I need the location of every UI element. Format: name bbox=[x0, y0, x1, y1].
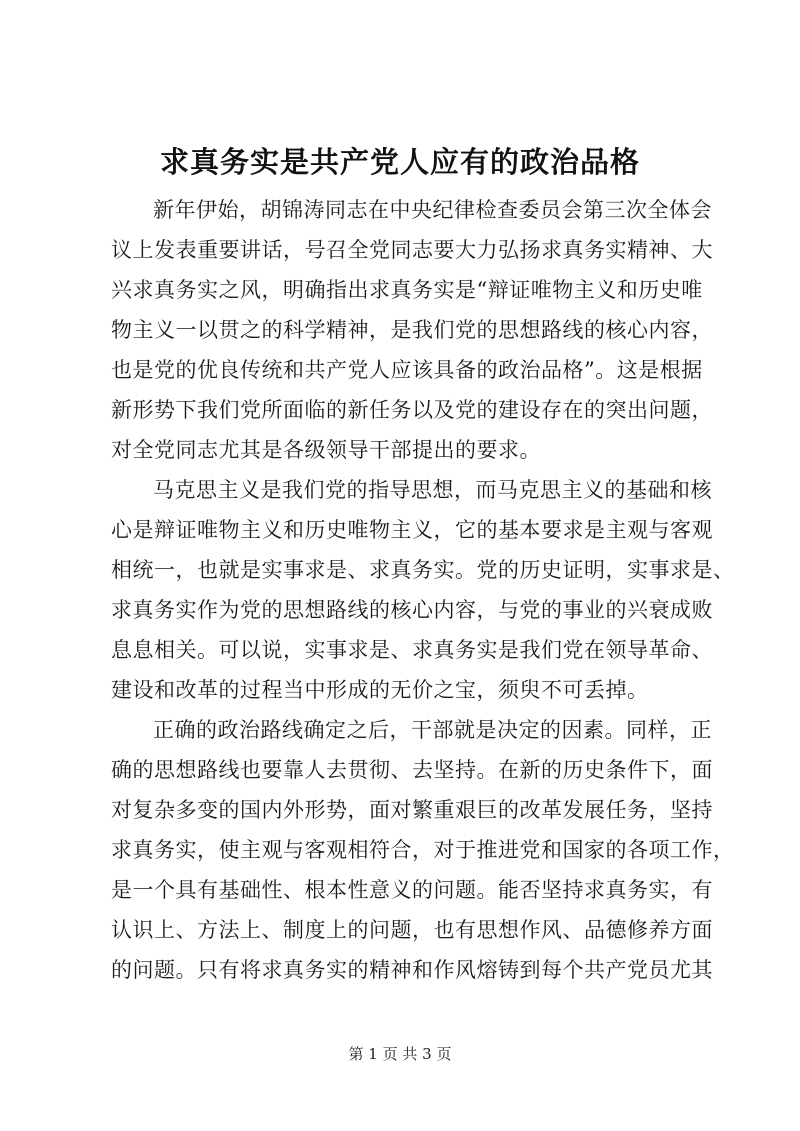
paragraph-line: 也是党的优良传统和共产党人应该具备的政治品格”。这是根据 bbox=[111, 358, 703, 382]
document-body bbox=[111, 190, 735, 990]
paragraph-1 bbox=[111, 190, 713, 470]
paragraph-line: 兴求真务实之风，明确指出求真务实是“辩证唯物主义和历史唯 bbox=[111, 278, 703, 302]
document-title: 求真务实是共产党人应有的政治品格 bbox=[159, 145, 640, 179]
paragraph-line: 求真务实，使主观与客观相符合，对于推进党和国家的各项工作， bbox=[111, 838, 735, 862]
paragraph-line: 确的思想路线也要靠人去贯彻、去坚持。在新的历史条件下，面 bbox=[111, 758, 713, 782]
paragraph-line: 认识上、方法上、制度上的问题，也有思想作风、品德修养方面 bbox=[111, 918, 713, 942]
paragraph-line: 心是辩证唯物主义和历史唯物主义，它的基本要求是主观与客观 bbox=[111, 518, 713, 542]
paragraph-3 bbox=[111, 710, 735, 990]
paragraph-line: 正确的政治路线确定之后，干部就是决定的因素。同样，正 bbox=[153, 718, 712, 742]
paragraph-line: 马克思主义是我们党的指导思想，而马克思主义的基础和核 bbox=[153, 478, 712, 502]
paragraph-line: 新形势下我们党所面临的新任务以及党的建设存在的突出问题， bbox=[111, 398, 713, 422]
paragraph-line: 对复杂多变的国内外形势，面对繁重艰巨的改革发展任务，坚持 bbox=[111, 798, 713, 822]
paragraph-line: 新年伊始，胡锦涛同志在中央纪律检查委员会第三次全体会 bbox=[153, 198, 712, 222]
paragraph-line: 息息相关。可以说，实事求是、求真务实是我们党在领导革命、 bbox=[111, 638, 713, 662]
paragraph-line: 求真务实作为党的思想路线的核心内容，与党的事业的兴衰成败 bbox=[111, 598, 713, 622]
paragraph-line: 对全党同志尤其是各级领导干部提出的要求。 bbox=[111, 438, 541, 462]
paragraph-line: 的问题。只有将求真务实的精神和作风熔铸到每个共产党员尤其 bbox=[111, 958, 713, 982]
paragraph-2 bbox=[111, 470, 735, 710]
paragraph-line: 是一个具有基础性、根本性意义的问题。能否坚持求真务实，有 bbox=[111, 878, 713, 902]
paragraph-line: 物主义一以贯之的科学精神，是我们党的思想路线的核心内容， bbox=[111, 318, 713, 342]
paragraph-line: 相统一，也就是实事求是、求真务实。党的历史证明，实事求是、 bbox=[111, 558, 735, 582]
paragraph-line: 议上发表重要讲话，号召全党同志要大力弘扬求真务实精神、大 bbox=[111, 238, 713, 262]
paragraph-line: 建设和改革的过程当中形成的无价之宝，须臾不可丢掉。 bbox=[111, 678, 649, 702]
page-footer: 第 1 页 共 3 页 bbox=[348, 1045, 452, 1063]
